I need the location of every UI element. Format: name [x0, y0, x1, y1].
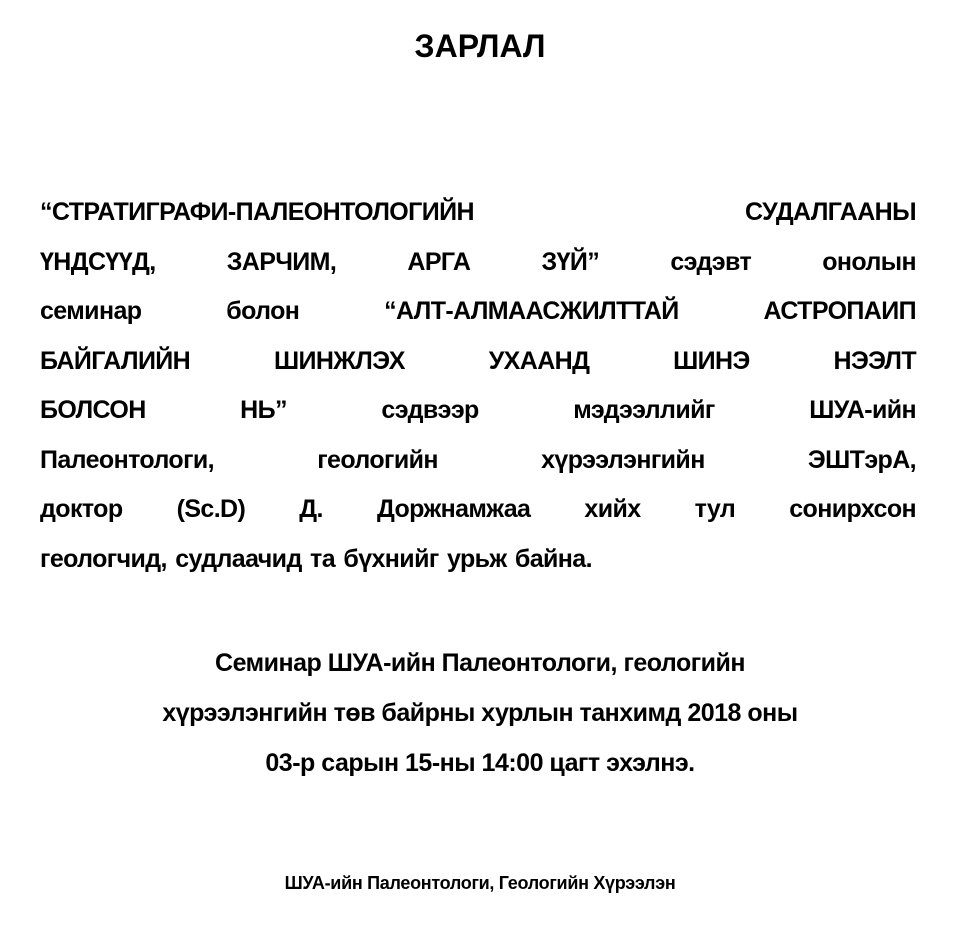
paragraph-line: БОЛСОН НЬ” сэдвээр мэдээллийг ШУА-ийн — [40, 396, 916, 424]
paragraph-line: ҮНДСҮҮД, ЗАРЧИМ, АРГА ЗҮЙ” сэдэвт онолын — [40, 247, 916, 276]
paragraph-line: Палеонтологи, геологийн хүрээлэнгийн ЭШТэрА, — [40, 445, 916, 474]
schedule-block — [0, 640, 960, 790]
schedule-line: 03-р сарын 15-ны 14:00 цагт эхэлнэ. — [265, 749, 695, 777]
paragraph-line: семинар болон “АЛТ-АЛМААСЖИЛТТАЙ АСТРОПАИП — [40, 297, 916, 325]
announcement-paragraph — [40, 190, 916, 586]
document-title: ЗАРЛАЛ — [414, 28, 546, 64]
paragraph-line: БАЙГАЛИЙН ШИНЖЛЭХ УХААНД ШИНЭ НЭЭЛТ — [40, 346, 916, 375]
paragraph-line: геологчид, судлаачид та бүхнийг урьж байна. — [40, 544, 592, 573]
paragraph-line: “СТРАТИГРАФИ-ПАЛЕОНТОЛОГИЙН СУДАЛГААНЫ — [40, 198, 916, 226]
schedule-line: Семинар ШУА-ийн Палеонтологи, геологийн — [215, 649, 745, 677]
footer-signature: ШУА-ийн Палеонтологи, Геологийн Хүрээлэн — [284, 873, 676, 893]
schedule-line: хүрээлэнгийн төв байрны хурлын танхимд 2018 оны — [162, 699, 798, 727]
paragraph-line: доктор (Sc.D) Д. Доржнамжаа хийх тул сонирхсон — [40, 495, 916, 523]
